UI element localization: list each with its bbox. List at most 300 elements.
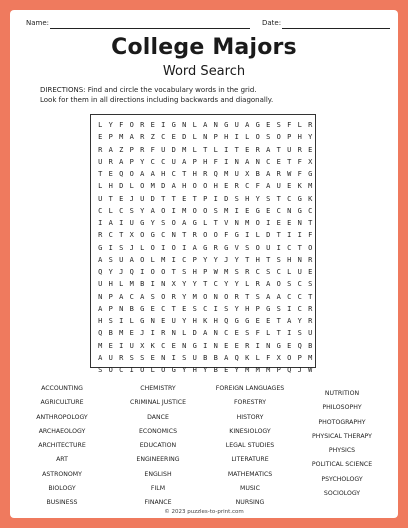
grid-letter[interactable]: B: [308, 341, 313, 350]
date-field-line[interactable]: [282, 28, 390, 29]
grid-letter[interactable]: G: [266, 304, 271, 313]
grid-letter[interactable]: O: [161, 292, 166, 301]
grid-letter[interactable]: I: [287, 329, 292, 338]
grid-letter[interactable]: F: [297, 157, 302, 166]
grid-letter[interactable]: C: [150, 157, 155, 166]
grid-letter[interactable]: S: [245, 243, 250, 252]
grid-letter[interactable]: M: [224, 170, 229, 179]
grid-letter[interactable]: P: [192, 157, 197, 166]
grid-letter[interactable]: Y: [234, 255, 239, 264]
grid-letter[interactable]: L: [297, 121, 302, 130]
grid-letter[interactable]: H: [192, 268, 197, 277]
grid-letter[interactable]: E: [245, 206, 250, 215]
grid-letter[interactable]: Q: [224, 317, 229, 326]
grid-letter[interactable]: X: [129, 231, 134, 240]
grid-letter[interactable]: P: [287, 133, 292, 142]
grid-letter[interactable]: R: [140, 145, 145, 154]
grid-letter[interactable]: C: [297, 304, 302, 313]
grid-letter[interactable]: P: [213, 133, 218, 142]
grid-letter[interactable]: B: [213, 366, 218, 375]
grid-letter[interactable]: A: [287, 317, 292, 326]
grid-letter[interactable]: C: [161, 157, 166, 166]
grid-letter[interactable]: R: [297, 145, 302, 154]
grid-letter[interactable]: D: [182, 133, 187, 142]
grid-letter[interactable]: I: [234, 206, 239, 215]
grid-letter[interactable]: N: [203, 133, 208, 142]
grid-letter[interactable]: T: [276, 145, 281, 154]
grid-letter[interactable]: A: [98, 353, 103, 362]
grid-letter[interactable]: H: [108, 182, 113, 191]
grid-letter[interactable]: O: [213, 231, 218, 240]
grid-letter[interactable]: C: [308, 206, 313, 215]
grid-letter[interactable]: Y: [140, 157, 145, 166]
grid-letter[interactable]: E: [108, 170, 113, 179]
grid-letter[interactable]: Z: [150, 133, 155, 142]
grid-letter[interactable]: E: [150, 121, 155, 130]
grid-letter[interactable]: T: [161, 194, 166, 203]
grid-letter[interactable]: E: [266, 206, 271, 215]
grid-letter[interactable]: U: [108, 353, 113, 362]
grid-letter[interactable]: U: [171, 317, 176, 326]
grid-letter[interactable]: T: [203, 280, 208, 289]
grid-letter[interactable]: A: [140, 292, 145, 301]
grid-letter[interactable]: S: [234, 194, 239, 203]
grid-letter[interactable]: O: [276, 133, 281, 142]
grid-letter[interactable]: U: [276, 182, 281, 191]
grid-letter[interactable]: D: [171, 145, 176, 154]
grid-letter[interactable]: L: [182, 329, 187, 338]
grid-letter[interactable]: T: [308, 292, 313, 301]
grid-letter[interactable]: L: [98, 121, 103, 130]
grid-letter[interactable]: I: [245, 231, 250, 240]
grid-letter[interactable]: A: [224, 353, 229, 362]
grid-letter[interactable]: E: [308, 268, 313, 277]
grid-letter[interactable]: I: [287, 304, 292, 313]
grid-letter[interactable]: I: [119, 219, 124, 228]
grid-letter[interactable]: Y: [308, 133, 313, 142]
grid-letter[interactable]: N: [171, 329, 176, 338]
grid-letter[interactable]: G: [150, 231, 155, 240]
grid-letter[interactable]: R: [213, 243, 218, 252]
grid-letter[interactable]: T: [171, 268, 176, 277]
grid-letter[interactable]: T: [192, 194, 197, 203]
grid-letter[interactable]: T: [276, 231, 281, 240]
grid-letter[interactable]: U: [98, 280, 103, 289]
grid-letter[interactable]: R: [234, 182, 239, 191]
grid-letter[interactable]: O: [129, 121, 134, 130]
grid-letter[interactable]: E: [287, 341, 292, 350]
grid-letter[interactable]: Y: [182, 317, 187, 326]
grid-letter[interactable]: G: [140, 304, 145, 313]
grid-letter[interactable]: Y: [108, 121, 113, 130]
grid-letter[interactable]: M: [224, 268, 229, 277]
grid-letter[interactable]: P: [203, 194, 208, 203]
grid-letter[interactable]: K: [245, 353, 250, 362]
grid-letter[interactable]: I: [150, 329, 155, 338]
grid-letter[interactable]: I: [234, 133, 239, 142]
grid-letter[interactable]: U: [287, 145, 292, 154]
grid-letter[interactable]: F: [224, 231, 229, 240]
grid-letter[interactable]: T: [171, 194, 176, 203]
grid-letter[interactable]: W: [213, 268, 218, 277]
grid-letter[interactable]: X: [276, 353, 281, 362]
grid-letter[interactable]: A: [129, 133, 134, 142]
grid-letter[interactable]: N: [234, 219, 239, 228]
grid-letter[interactable]: S: [119, 243, 124, 252]
grid-letter[interactable]: N: [213, 341, 218, 350]
grid-letter[interactable]: S: [266, 194, 271, 203]
grid-letter[interactable]: G: [308, 170, 313, 179]
grid-letter[interactable]: E: [234, 341, 239, 350]
grid-letter[interactable]: N: [161, 280, 166, 289]
grid-letter[interactable]: T: [297, 243, 302, 252]
grid-letter[interactable]: N: [266, 341, 271, 350]
grid-letter[interactable]: U: [266, 243, 271, 252]
word-search-grid[interactable]: [95, 119, 316, 376]
grid-letter[interactable]: A: [266, 145, 271, 154]
grid-letter[interactable]: Q: [119, 170, 124, 179]
grid-letter[interactable]: Y: [140, 206, 145, 215]
grid-letter[interactable]: F: [150, 145, 155, 154]
grid-letter[interactable]: A: [119, 157, 124, 166]
grid-letter[interactable]: L: [245, 280, 250, 289]
grid-letter[interactable]: G: [234, 231, 239, 240]
grid-letter[interactable]: G: [203, 243, 208, 252]
grid-letter[interactable]: I: [171, 255, 176, 264]
grid-letter[interactable]: A: [203, 121, 208, 130]
grid-letter[interactable]: O: [140, 182, 145, 191]
grid-letter[interactable]: Y: [234, 304, 239, 313]
grid-letter[interactable]: H: [192, 170, 197, 179]
grid-letter[interactable]: Q: [234, 353, 239, 362]
grid-letter[interactable]: M: [255, 366, 260, 375]
grid-letter[interactable]: L: [203, 219, 208, 228]
grid-letter[interactable]: E: [224, 341, 229, 350]
grid-letter[interactable]: G: [98, 243, 103, 252]
grid-letter[interactable]: A: [182, 157, 187, 166]
grid-letter[interactable]: R: [234, 292, 239, 301]
grid-letter[interactable]: L: [266, 329, 271, 338]
grid-letter[interactable]: Y: [182, 292, 187, 301]
grid-letter[interactable]: M: [308, 182, 313, 191]
grid-letter[interactable]: E: [224, 182, 229, 191]
grid-letter[interactable]: U: [234, 121, 239, 130]
grid-letter[interactable]: O: [203, 292, 208, 301]
grid-letter[interactable]: M: [161, 255, 166, 264]
grid-letter[interactable]: H: [224, 133, 229, 142]
grid-letter[interactable]: S: [234, 268, 239, 277]
grid-letter[interactable]: O: [161, 366, 166, 375]
grid-letter[interactable]: D: [161, 182, 166, 191]
grid-letter[interactable]: G: [224, 121, 229, 130]
grid-letter[interactable]: I: [119, 317, 124, 326]
grid-letter[interactable]: G: [171, 121, 176, 130]
grid-letter[interactable]: E: [287, 182, 292, 191]
grid-letter[interactable]: U: [98, 194, 103, 203]
grid-letter[interactable]: N: [213, 292, 218, 301]
grid-letter[interactable]: Y: [182, 280, 187, 289]
grid-letter[interactable]: S: [266, 133, 271, 142]
grid-letter[interactable]: C: [203, 304, 208, 313]
grid-letter[interactable]: H: [287, 255, 292, 264]
grid-letter[interactable]: B: [129, 304, 134, 313]
grid-letter[interactable]: C: [255, 268, 260, 277]
grid-letter[interactable]: G: [192, 219, 197, 228]
grid-letter[interactable]: L: [192, 133, 197, 142]
grid-letter[interactable]: N: [150, 317, 155, 326]
grid-letter[interactable]: S: [287, 280, 292, 289]
grid-letter[interactable]: T: [98, 170, 103, 179]
grid-letter[interactable]: G: [171, 366, 176, 375]
grid-letter[interactable]: C: [119, 206, 124, 215]
grid-letter[interactable]: C: [297, 280, 302, 289]
grid-letter[interactable]: Y: [192, 280, 197, 289]
grid-letter[interactable]: H: [245, 304, 250, 313]
grid-letter[interactable]: O: [287, 353, 292, 362]
grid-letter[interactable]: L: [98, 182, 103, 191]
grid-letter[interactable]: L: [150, 255, 155, 264]
grid-letter[interactable]: T: [234, 145, 239, 154]
grid-letter[interactable]: A: [266, 280, 271, 289]
grid-letter[interactable]: P: [203, 268, 208, 277]
grid-letter[interactable]: D: [224, 194, 229, 203]
grid-letter[interactable]: C: [297, 292, 302, 301]
grid-letter[interactable]: Y: [234, 280, 239, 289]
grid-letter[interactable]: C: [245, 182, 250, 191]
grid-letter[interactable]: R: [140, 133, 145, 142]
grid-letter[interactable]: E: [266, 121, 271, 130]
grid-letter[interactable]: C: [161, 231, 166, 240]
grid-letter[interactable]: J: [129, 194, 134, 203]
grid-letter[interactable]: N: [297, 255, 302, 264]
grid-letter[interactable]: B: [255, 170, 260, 179]
grid-letter[interactable]: A: [266, 182, 271, 191]
grid-letter[interactable]: A: [98, 304, 103, 313]
grid-letter[interactable]: Y: [234, 366, 239, 375]
grid-letter[interactable]: H: [213, 182, 218, 191]
grid-letter[interactable]: N: [297, 219, 302, 228]
grid-letter[interactable]: S: [182, 268, 187, 277]
grid-letter[interactable]: T: [266, 255, 271, 264]
grid-letter[interactable]: M: [182, 206, 187, 215]
grid-letter[interactable]: N: [287, 206, 292, 215]
grid-letter[interactable]: H: [182, 182, 187, 191]
grid-letter[interactable]: H: [245, 194, 250, 203]
grid-letter[interactable]: A: [192, 243, 197, 252]
grid-letter[interactable]: M: [224, 206, 229, 215]
grid-letter[interactable]: E: [171, 133, 176, 142]
grid-letter[interactable]: C: [287, 292, 292, 301]
grid-letter[interactable]: S: [308, 280, 313, 289]
grid-letter[interactable]: L: [245, 133, 250, 142]
grid-letter[interactable]: I: [108, 243, 113, 252]
grid-letter[interactable]: A: [119, 292, 124, 301]
grid-letter[interactable]: A: [129, 255, 134, 264]
grid-letter[interactable]: Q: [213, 170, 218, 179]
grid-letter[interactable]: W: [287, 170, 292, 179]
grid-letter[interactable]: A: [266, 170, 271, 179]
grid-letter[interactable]: N: [213, 121, 218, 130]
grid-letter[interactable]: R: [276, 170, 281, 179]
grid-letter[interactable]: Q: [98, 329, 103, 338]
grid-letter[interactable]: E: [224, 366, 229, 375]
grid-letter[interactable]: Y: [224, 280, 229, 289]
grid-letter[interactable]: O: [255, 219, 260, 228]
grid-letter[interactable]: S: [150, 292, 155, 301]
grid-letter[interactable]: C: [161, 341, 166, 350]
grid-letter[interactable]: C: [119, 366, 124, 375]
grid-letter[interactable]: R: [171, 292, 176, 301]
grid-letter[interactable]: G: [234, 317, 239, 326]
grid-letter[interactable]: R: [98, 145, 103, 154]
grid-letter[interactable]: H: [161, 170, 166, 179]
grid-letter[interactable]: C: [171, 170, 176, 179]
grid-letter[interactable]: I: [203, 341, 208, 350]
grid-letter[interactable]: A: [150, 206, 155, 215]
grid-letter[interactable]: Y: [182, 366, 187, 375]
grid-letter[interactable]: F: [213, 157, 218, 166]
grid-letter[interactable]: P: [192, 255, 197, 264]
grid-letter[interactable]: F: [255, 182, 260, 191]
grid-letter[interactable]: B: [108, 329, 113, 338]
grid-letter[interactable]: T: [276, 194, 281, 203]
grid-letter[interactable]: E: [276, 219, 281, 228]
grid-letter[interactable]: N: [182, 121, 187, 130]
grid-letter[interactable]: N: [171, 231, 176, 240]
grid-letter[interactable]: X: [308, 157, 313, 166]
grid-letter[interactable]: Q: [297, 341, 302, 350]
grid-letter[interactable]: U: [308, 329, 313, 338]
grid-letter[interactable]: H: [297, 133, 302, 142]
grid-letter[interactable]: I: [119, 341, 124, 350]
grid-letter[interactable]: F: [308, 231, 313, 240]
grid-letter[interactable]: E: [98, 133, 103, 142]
grid-letter[interactable]: R: [192, 231, 197, 240]
grid-letter[interactable]: L: [119, 280, 124, 289]
grid-letter[interactable]: T: [213, 219, 218, 228]
grid-letter[interactable]: M: [266, 366, 271, 375]
grid-letter[interactable]: J: [224, 255, 229, 264]
grid-letter[interactable]: O: [308, 243, 313, 252]
grid-letter[interactable]: H: [213, 317, 218, 326]
grid-letter[interactable]: M: [308, 353, 313, 362]
grid-letter[interactable]: D: [266, 231, 271, 240]
grid-letter[interactable]: J: [297, 366, 302, 375]
grid-letter[interactable]: J: [140, 329, 145, 338]
grid-letter[interactable]: S: [108, 255, 113, 264]
grid-letter[interactable]: I: [224, 157, 229, 166]
grid-letter[interactable]: S: [276, 255, 281, 264]
grid-letter[interactable]: O: [203, 206, 208, 215]
grid-letter[interactable]: L: [255, 353, 260, 362]
grid-letter[interactable]: G: [297, 206, 302, 215]
grid-letter[interactable]: P: [129, 145, 134, 154]
grid-letter[interactable]: F: [266, 353, 271, 362]
grid-letter[interactable]: L: [213, 145, 218, 154]
grid-letter[interactable]: C: [98, 206, 103, 215]
grid-letter[interactable]: D: [119, 182, 124, 191]
grid-letter[interactable]: L: [129, 182, 134, 191]
grid-letter[interactable]: C: [161, 133, 166, 142]
grid-letter[interactable]: C: [266, 157, 271, 166]
grid-letter[interactable]: N: [161, 353, 166, 362]
grid-letter[interactable]: O: [140, 255, 145, 264]
grid-letter[interactable]: Y: [203, 366, 208, 375]
grid-letter[interactable]: I: [213, 304, 218, 313]
grid-letter[interactable]: U: [98, 157, 103, 166]
grid-letter[interactable]: C: [287, 194, 292, 203]
grid-letter[interactable]: T: [245, 255, 250, 264]
grid-letter[interactable]: R: [245, 341, 250, 350]
grid-letter[interactable]: L: [108, 206, 113, 215]
grid-letter[interactable]: G: [224, 243, 229, 252]
grid-letter[interactable]: E: [255, 317, 260, 326]
grid-letter[interactable]: G: [255, 206, 260, 215]
grid-letter[interactable]: T: [276, 329, 281, 338]
grid-letter[interactable]: M: [245, 366, 250, 375]
grid-letter[interactable]: A: [150, 170, 155, 179]
grid-letter[interactable]: A: [108, 145, 113, 154]
grid-letter[interactable]: N: [234, 157, 239, 166]
grid-letter[interactable]: D: [150, 194, 155, 203]
grid-letter[interactable]: G: [255, 121, 260, 130]
grid-letter[interactable]: R: [161, 329, 166, 338]
grid-letter[interactable]: L: [192, 121, 197, 130]
grid-letter[interactable]: H: [192, 366, 197, 375]
grid-letter[interactable]: N: [98, 292, 103, 301]
grid-letter[interactable]: O: [203, 231, 208, 240]
grid-letter[interactable]: C: [182, 255, 187, 264]
grid-letter[interactable]: H: [108, 280, 113, 289]
grid-letter[interactable]: B: [140, 280, 145, 289]
grid-letter[interactable]: O: [224, 292, 229, 301]
grid-letter[interactable]: A: [245, 157, 250, 166]
grid-letter[interactable]: A: [98, 255, 103, 264]
grid-letter[interactable]: R: [98, 231, 103, 240]
grid-letter[interactable]: S: [98, 366, 103, 375]
grid-letter[interactable]: O: [255, 133, 260, 142]
grid-letter[interactable]: S: [129, 206, 134, 215]
name-field-line[interactable]: [50, 28, 250, 29]
grid-letter[interactable]: B: [213, 353, 218, 362]
grid-letter[interactable]: E: [150, 353, 155, 362]
grid-letter[interactable]: O: [150, 243, 155, 252]
grid-letter[interactable]: I: [171, 206, 176, 215]
grid-letter[interactable]: D: [192, 329, 197, 338]
grid-letter[interactable]: R: [308, 255, 313, 264]
grid-letter[interactable]: U: [119, 255, 124, 264]
grid-letter[interactable]: O: [150, 268, 155, 277]
grid-letter[interactable]: E: [150, 304, 155, 313]
grid-letter[interactable]: C: [213, 280, 218, 289]
grid-letter[interactable]: R: [255, 145, 260, 154]
grid-letter[interactable]: E: [266, 317, 271, 326]
grid-letter[interactable]: A: [108, 219, 113, 228]
grid-letter[interactable]: V: [234, 243, 239, 252]
grid-letter[interactable]: X: [171, 280, 176, 289]
grid-letter[interactable]: E: [245, 145, 250, 154]
grid-letter[interactable]: A: [182, 219, 187, 228]
grid-letter[interactable]: N: [213, 329, 218, 338]
grid-letter[interactable]: R: [245, 268, 250, 277]
grid-letter[interactable]: E: [182, 194, 187, 203]
grid-letter[interactable]: S: [266, 268, 271, 277]
grid-letter[interactable]: H: [203, 157, 208, 166]
grid-letter[interactable]: A: [203, 329, 208, 338]
grid-letter[interactable]: I: [266, 219, 271, 228]
grid-letter[interactable]: G: [140, 317, 145, 326]
grid-letter[interactable]: E: [182, 304, 187, 313]
